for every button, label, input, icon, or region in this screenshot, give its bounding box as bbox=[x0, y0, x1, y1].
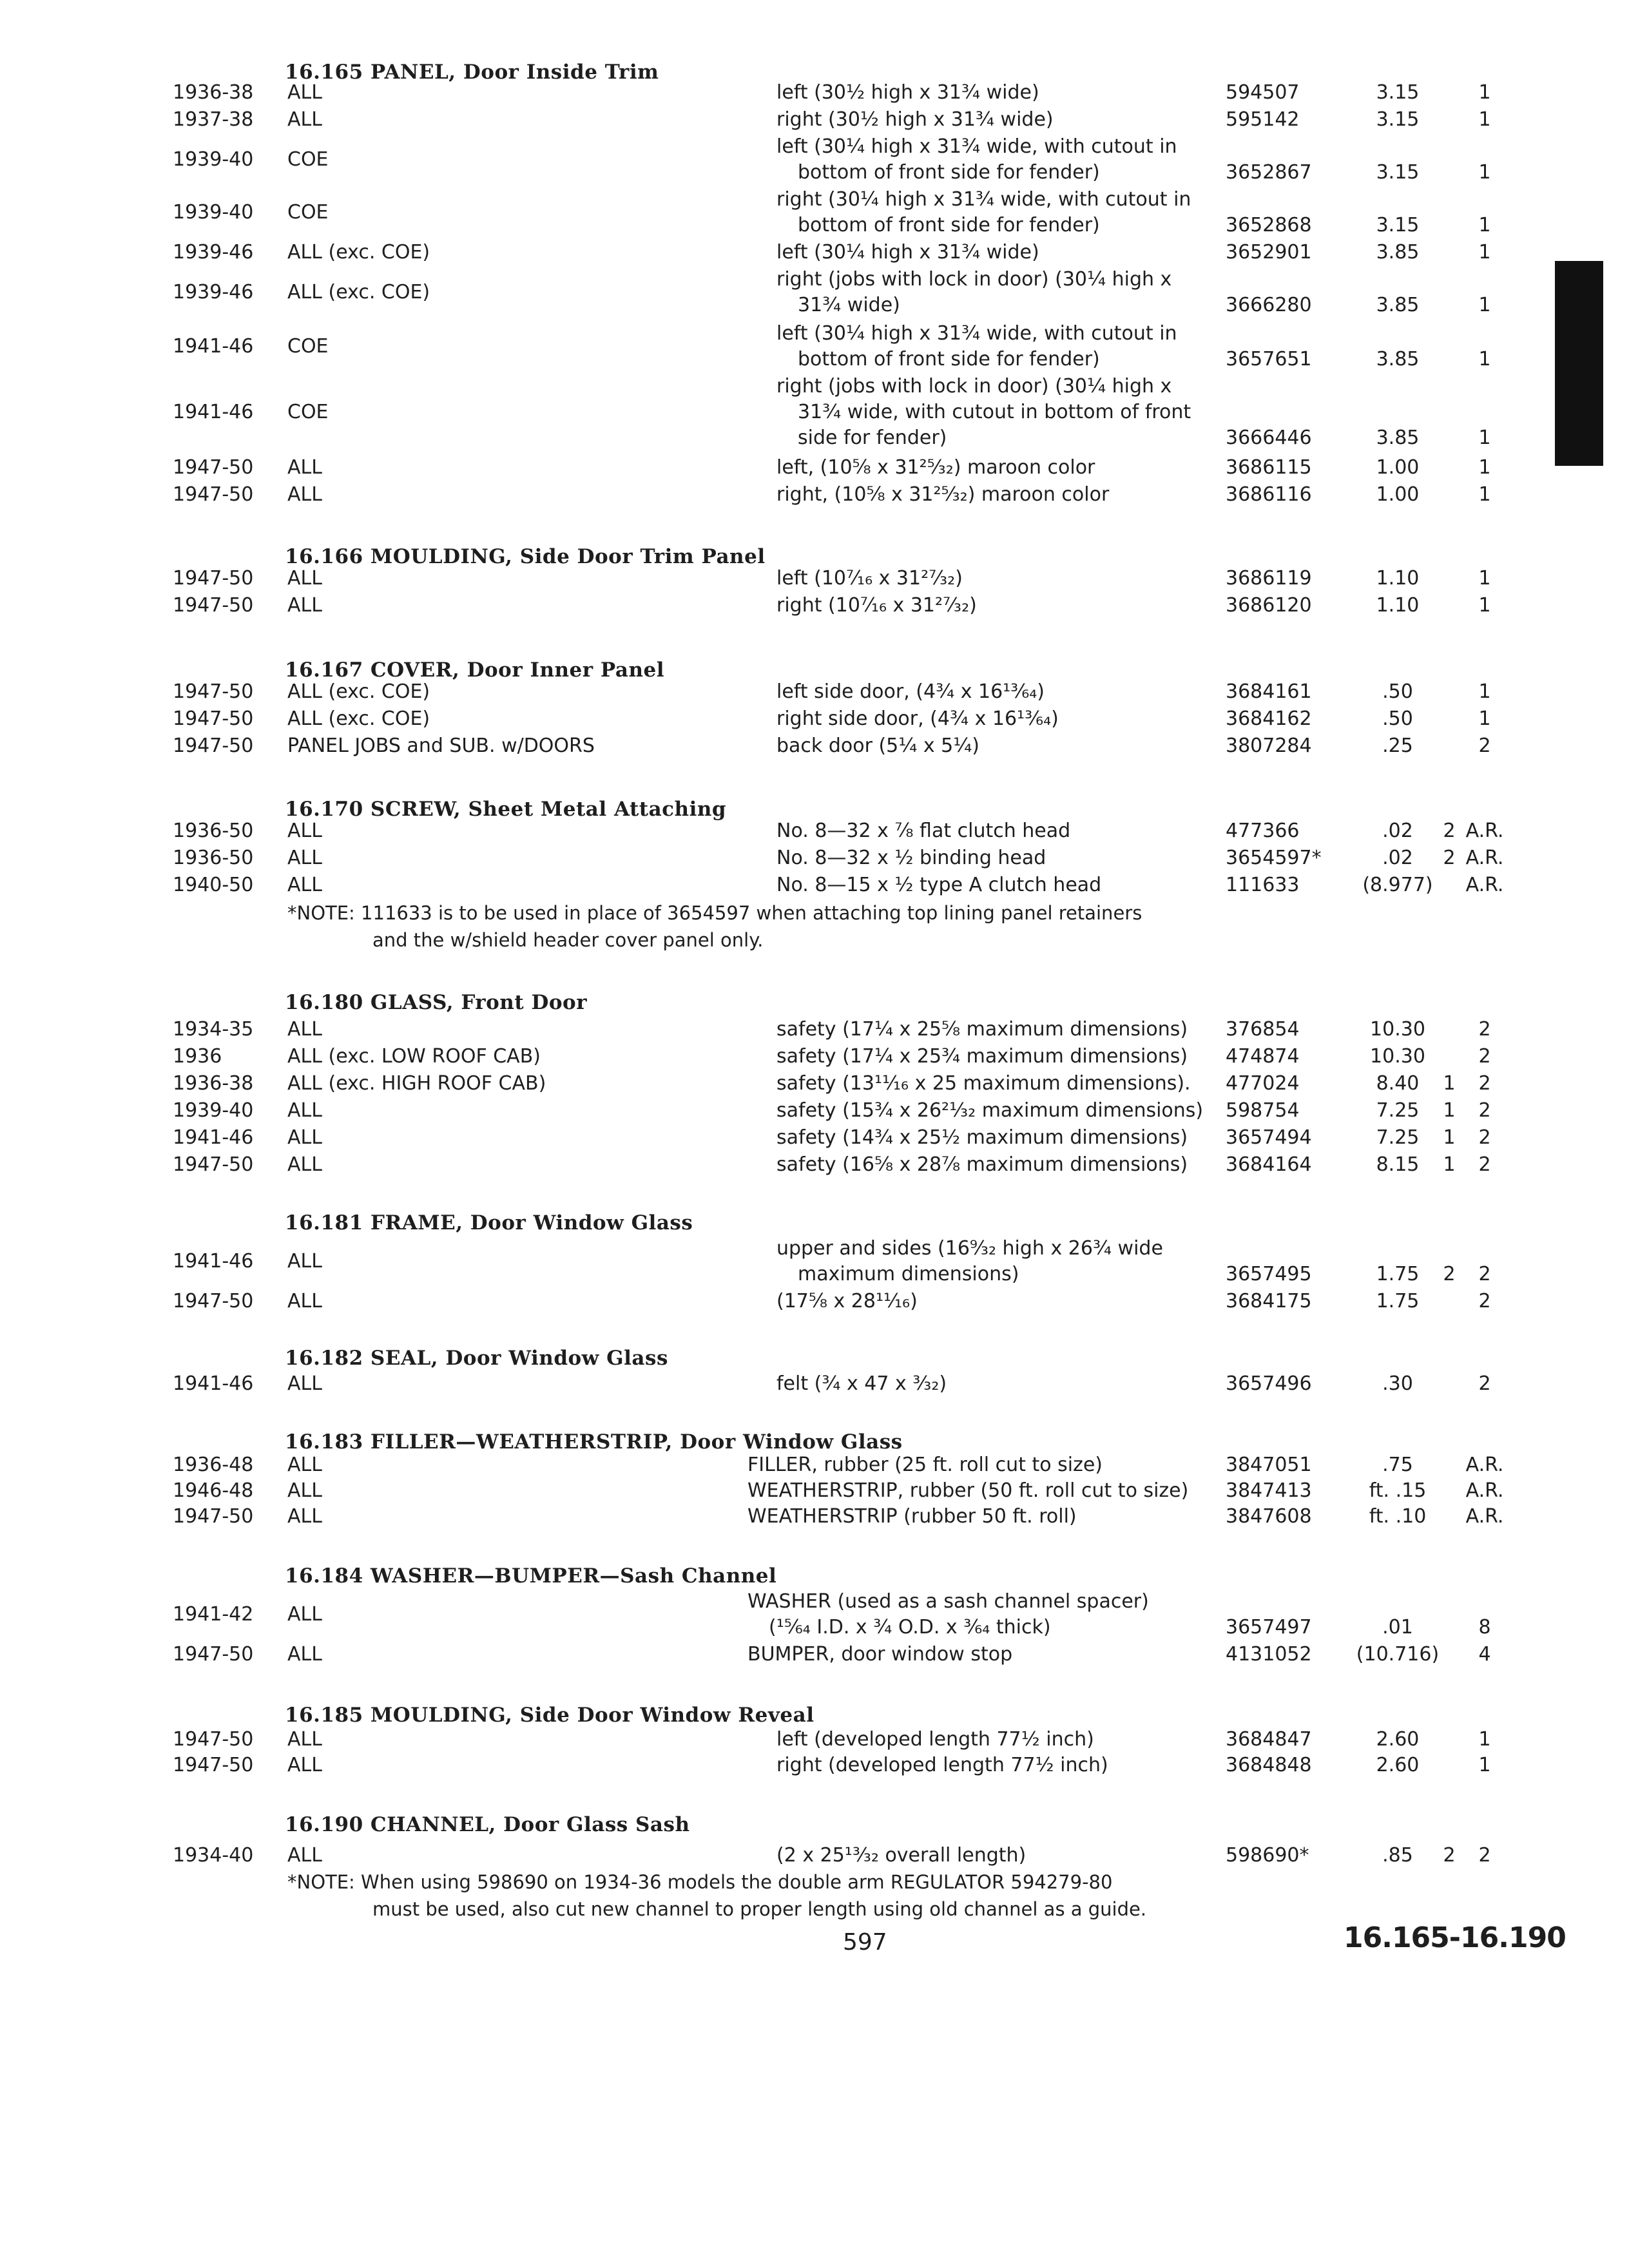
part-row bbox=[0, 267, 1629, 318]
part-number: 3686120 bbox=[1226, 594, 1312, 617]
model-applicability: ALL bbox=[287, 847, 322, 869]
qty-per-model: 2 bbox=[1443, 820, 1456, 842]
section-header-16.165: 16.165 PANEL, Door Inside Trim bbox=[285, 61, 659, 84]
model-years: 1941-46 bbox=[173, 401, 254, 423]
qty-per-model: 1 bbox=[1443, 1153, 1456, 1176]
list-price: 3.15 bbox=[1376, 214, 1420, 236]
part-number: 3847051 bbox=[1226, 1454, 1312, 1476]
part-row bbox=[0, 1478, 1629, 1504]
qty-required: 1 bbox=[1478, 161, 1491, 184]
qty-required: 8 bbox=[1478, 1616, 1491, 1639]
part-row bbox=[0, 845, 1629, 871]
qty-required: 2 bbox=[1478, 1126, 1491, 1149]
part-row bbox=[0, 80, 1629, 106]
part-description: right side door, (4¾ x 16¹³⁄₆₄) bbox=[776, 707, 1059, 730]
part-number: 3657497 bbox=[1226, 1616, 1312, 1639]
part-description: left, (10⅝ x 31²⁵⁄₃₂) maroon color bbox=[776, 456, 1095, 479]
section-header-16.183: 16.183 FILLER—WEATHERSTRIP, Door Window Glass bbox=[285, 1430, 903, 1454]
model-years: 1947-50 bbox=[173, 594, 254, 617]
part-description: left (30¼ high x 31¾ wide, with cutout in bbox=[776, 135, 1177, 158]
model-applicability: ALL bbox=[287, 1754, 322, 1776]
part-row bbox=[0, 455, 1629, 481]
model-applicability: ALL bbox=[287, 874, 322, 896]
list-price: 7.25 bbox=[1376, 1126, 1420, 1149]
list-price: 3.85 bbox=[1376, 241, 1420, 264]
part-row bbox=[0, 1071, 1629, 1097]
qty-required: 1 bbox=[1478, 241, 1491, 264]
part-description: left (10⁷⁄₁₆ x 31²⁷⁄₃₂) bbox=[776, 567, 963, 590]
part-description: WASHER (used as a sash channel spacer) bbox=[747, 1590, 1149, 1613]
model-years: 1939-46 bbox=[173, 281, 254, 303]
model-years: 1947-50 bbox=[173, 735, 254, 757]
list-price: 3.15 bbox=[1376, 81, 1420, 104]
part-description: left side door, (4¾ x 16¹³⁄₆₄) bbox=[776, 680, 1045, 703]
model-applicability: ALL (exc. COE) bbox=[287, 281, 430, 303]
part-row bbox=[0, 706, 1629, 732]
part-row bbox=[0, 1371, 1629, 1397]
section-header-16.180: 16.180 GLASS, Front Door bbox=[285, 991, 588, 1014]
part-row bbox=[0, 1017, 1629, 1043]
part-description: 31¾ wide, with cutout in bottom of front bbox=[798, 401, 1191, 423]
part-number: 3686119 bbox=[1226, 567, 1312, 590]
model-years: 1946-48 bbox=[173, 1479, 254, 1502]
section-header-16.190: 16.190 CHANNEL, Door Glass Sash bbox=[285, 1813, 690, 1836]
model-applicability: ALL (exc. COE) bbox=[287, 241, 430, 264]
part-number: 3652868 bbox=[1226, 214, 1312, 236]
model-applicability: PANEL JOBS and SUB. w/DOORS bbox=[287, 735, 595, 757]
qty-required: 2 bbox=[1478, 1263, 1491, 1285]
list-price: 8.40 bbox=[1376, 1072, 1420, 1095]
part-row bbox=[0, 374, 1629, 451]
model-applicability: ALL bbox=[287, 483, 322, 506]
part-number: 3652901 bbox=[1226, 241, 1312, 264]
part-row bbox=[0, 1125, 1629, 1151]
model-years: 1947-50 bbox=[173, 567, 254, 590]
part-row bbox=[0, 1044, 1629, 1070]
part-description: FILLER, rubber (25 ft. roll cut to size) bbox=[747, 1454, 1103, 1476]
model-applicability: ALL bbox=[287, 1454, 322, 1476]
qty-required: 1 bbox=[1478, 680, 1491, 703]
part-description: back door (5¼ x 5¼) bbox=[776, 735, 980, 757]
model-applicability: ALL bbox=[287, 1643, 322, 1666]
part-number: 3666446 bbox=[1226, 427, 1312, 449]
qty-required: 1 bbox=[1478, 81, 1491, 104]
part-description: 31¾ wide) bbox=[798, 294, 900, 316]
model-years: 1936-50 bbox=[173, 847, 254, 869]
model-applicability: ALL bbox=[287, 1250, 322, 1273]
model-applicability: ALL bbox=[287, 1099, 322, 1122]
part-row bbox=[0, 482, 1629, 508]
qty-required: 4 bbox=[1478, 1643, 1491, 1666]
section-note: and the w/shield header cover panel only. bbox=[372, 929, 764, 951]
part-description: (¹⁵⁄₆₄ I.D. x ¾ O.D. x ³⁄₆₄ thick) bbox=[769, 1616, 1051, 1639]
part-description: No. 8—32 x ½ binding head bbox=[776, 847, 1046, 869]
part-row bbox=[0, 818, 1629, 844]
part-description: upper and sides (16⁹⁄₃₂ high x 26¾ wide bbox=[776, 1237, 1163, 1260]
part-row bbox=[0, 1727, 1629, 1753]
part-description: side for fender) bbox=[798, 427, 947, 449]
part-description: right (10⁷⁄₁₆ x 31²⁷⁄₃₂) bbox=[776, 594, 977, 617]
part-description: right (developed length 77½ inch) bbox=[776, 1754, 1108, 1776]
list-price: .25 bbox=[1382, 735, 1413, 757]
part-number: 477024 bbox=[1226, 1072, 1300, 1095]
list-price: 7.25 bbox=[1376, 1099, 1420, 1122]
model-years: 1947-50 bbox=[173, 1505, 254, 1528]
qty-per-model: 1 bbox=[1443, 1126, 1456, 1149]
part-description: safety (16⅝ x 28⅞ maximum dimensions) bbox=[776, 1153, 1188, 1176]
part-description: right (jobs with lock in door) (30¼ high x bbox=[776, 375, 1172, 398]
list-price: 3.85 bbox=[1376, 348, 1420, 370]
model-years: 1939-40 bbox=[173, 148, 254, 171]
model-applicability: ALL bbox=[287, 108, 322, 131]
part-description: No. 8—32 x ⅞ flat clutch head bbox=[776, 820, 1071, 842]
model-years: 1941-46 bbox=[173, 335, 254, 358]
model-years: 1940-50 bbox=[173, 874, 254, 896]
model-years: 1939-46 bbox=[173, 241, 254, 264]
model-years: 1947-50 bbox=[173, 707, 254, 730]
part-number: 3657651 bbox=[1226, 348, 1312, 370]
model-applicability: ALL bbox=[287, 1290, 322, 1312]
list-price: .50 bbox=[1382, 707, 1413, 730]
model-applicability: ALL bbox=[287, 1126, 322, 1149]
model-years: 1936-48 bbox=[173, 1454, 254, 1476]
list-price: .02 bbox=[1382, 820, 1413, 842]
part-row bbox=[0, 1452, 1629, 1478]
part-row bbox=[0, 1098, 1629, 1124]
part-number: 477366 bbox=[1226, 820, 1300, 842]
model-applicability: ALL bbox=[287, 567, 322, 590]
part-number: 3666280 bbox=[1226, 294, 1312, 316]
model-years: 1936-38 bbox=[173, 81, 254, 104]
section-header-16.185: 16.185 MOULDING, Side Door Window Reveal bbox=[285, 1704, 815, 1727]
part-description: (17⅝ x 28¹¹⁄₁₆) bbox=[776, 1290, 918, 1312]
list-price: 10.30 bbox=[1370, 1045, 1425, 1068]
part-description: left (30½ high x 31¾ wide) bbox=[776, 81, 1039, 104]
model-years: 1941-42 bbox=[173, 1603, 254, 1626]
part-number: 598754 bbox=[1226, 1099, 1300, 1122]
list-price: (8.977) bbox=[1362, 874, 1433, 896]
part-number: 3684847 bbox=[1226, 1728, 1312, 1751]
part-row bbox=[0, 679, 1629, 705]
part-number: 3684175 bbox=[1226, 1290, 1312, 1312]
list-price: 8.15 bbox=[1376, 1153, 1420, 1176]
part-row bbox=[0, 1589, 1629, 1640]
qty-required: A.R. bbox=[1465, 1505, 1504, 1528]
model-years: 1936 bbox=[173, 1045, 222, 1068]
part-row bbox=[0, 1289, 1629, 1314]
qty-required: 1 bbox=[1478, 108, 1491, 131]
list-price: .85 bbox=[1382, 1844, 1413, 1867]
part-description: WEATHERSTRIP (rubber 50 ft. roll) bbox=[747, 1505, 1077, 1528]
model-applicability: ALL bbox=[287, 1153, 322, 1176]
model-years: 1941-46 bbox=[173, 1372, 254, 1395]
part-row bbox=[0, 1753, 1629, 1778]
list-price: ft. .15 bbox=[1369, 1479, 1427, 1502]
part-description: right (30¼ high x 31¾ wide, with cutout in bbox=[776, 188, 1191, 211]
section-header-16.170: 16.170 SCREW, Sheet Metal Attaching bbox=[285, 798, 727, 821]
part-number: 3684162 bbox=[1226, 707, 1312, 730]
qty-required: 1 bbox=[1478, 483, 1491, 506]
model-applicability: ALL bbox=[287, 1505, 322, 1528]
qty-required: 2 bbox=[1478, 1072, 1491, 1095]
list-price: 3.15 bbox=[1376, 108, 1420, 131]
list-price: 3.85 bbox=[1376, 427, 1420, 449]
model-applicability: ALL (exc. HIGH ROOF CAB) bbox=[287, 1072, 546, 1095]
part-number: 3684161 bbox=[1226, 680, 1312, 703]
model-years: 1947-50 bbox=[173, 680, 254, 703]
model-years: 1941-46 bbox=[173, 1250, 254, 1273]
part-description: safety (17¼ x 25¾ maximum dimensions) bbox=[776, 1045, 1188, 1068]
list-price: 2.60 bbox=[1376, 1754, 1420, 1776]
part-description: safety (13¹¹⁄₁₆ x 25 maximum dimensions). bbox=[776, 1072, 1191, 1095]
model-years: 1947-50 bbox=[173, 1643, 254, 1666]
qty-required: 2 bbox=[1478, 1153, 1491, 1176]
list-price: 1.00 bbox=[1376, 456, 1420, 479]
part-number: 598690* bbox=[1226, 1844, 1309, 1867]
part-description: bottom of front side for fender) bbox=[798, 214, 1100, 236]
model-years: 1934-40 bbox=[173, 1844, 254, 1867]
part-row bbox=[0, 1236, 1629, 1287]
part-row bbox=[0, 733, 1629, 759]
list-price: .50 bbox=[1382, 680, 1413, 703]
model-applicability: COE bbox=[287, 201, 329, 224]
model-years: 1947-50 bbox=[173, 1153, 254, 1176]
model-applicability: ALL bbox=[287, 594, 322, 617]
list-price: (10.716) bbox=[1356, 1643, 1440, 1666]
part-row bbox=[0, 1642, 1629, 1667]
qty-required: 1 bbox=[1478, 1728, 1491, 1751]
part-description: left (30¼ high x 31¾ wide) bbox=[776, 241, 1039, 264]
part-number: 4131052 bbox=[1226, 1643, 1312, 1666]
part-number: 595142 bbox=[1226, 108, 1300, 131]
model-applicability: ALL bbox=[287, 456, 322, 479]
part-row bbox=[0, 1843, 1629, 1869]
part-description: bottom of front side for fender) bbox=[798, 161, 1100, 184]
part-number: 3847608 bbox=[1226, 1505, 1312, 1528]
qty-required: 2 bbox=[1478, 1018, 1491, 1041]
part-row bbox=[0, 240, 1629, 265]
part-number: 3847413 bbox=[1226, 1479, 1312, 1502]
list-price: 3.85 bbox=[1376, 294, 1420, 316]
list-price: 1.10 bbox=[1376, 567, 1420, 590]
section-range: 16.165-16.190 bbox=[1344, 1921, 1566, 1954]
list-price: 1.75 bbox=[1376, 1290, 1420, 1312]
list-price: .02 bbox=[1382, 847, 1413, 869]
qty-required: 2 bbox=[1478, 1844, 1491, 1867]
model-applicability: ALL bbox=[287, 1844, 322, 1867]
model-years: 1934-35 bbox=[173, 1018, 254, 1041]
part-description: right, (10⅝ x 31²⁵⁄₃₂) maroon color bbox=[776, 483, 1110, 506]
part-description: bottom of front side for fender) bbox=[798, 348, 1100, 370]
part-description: left (30¼ high x 31¾ wide, with cutout in bbox=[776, 322, 1177, 345]
qty-required: 1 bbox=[1478, 214, 1491, 236]
model-applicability: ALL bbox=[287, 820, 322, 842]
model-years: 1947-50 bbox=[173, 1290, 254, 1312]
model-years: 1947-50 bbox=[173, 1754, 254, 1776]
list-price: 1.75 bbox=[1376, 1263, 1420, 1285]
part-number: 376854 bbox=[1226, 1018, 1300, 1041]
model-applicability: ALL bbox=[287, 1018, 322, 1041]
part-description: right (jobs with lock in door) (30¼ high x bbox=[776, 268, 1172, 291]
section-header-16.166: 16.166 MOULDING, Side Door Trim Panel bbox=[285, 545, 766, 568]
list-price: 1.00 bbox=[1376, 483, 1420, 506]
qty-required: 1 bbox=[1478, 348, 1491, 370]
part-number: 594507 bbox=[1226, 81, 1300, 104]
model-years: 1939-40 bbox=[173, 201, 254, 224]
section-header-16.167: 16.167 COVER, Door Inner Panel bbox=[285, 658, 664, 682]
part-row bbox=[0, 566, 1629, 591]
qty-required: 1 bbox=[1478, 427, 1491, 449]
section-note: *NOTE: 111633 is to be used in place of 3654597 when attaching top lining panel retainers bbox=[287, 902, 1142, 924]
part-description: BUMPER, door window stop bbox=[747, 1643, 1013, 1666]
qty-per-model: 2 bbox=[1443, 1263, 1456, 1285]
qty-per-model: 1 bbox=[1443, 1072, 1456, 1095]
qty-required: 1 bbox=[1478, 707, 1491, 730]
model-years: 1937-38 bbox=[173, 108, 254, 131]
qty-per-model: 1 bbox=[1443, 1099, 1456, 1122]
qty-required: A.R. bbox=[1465, 1479, 1504, 1502]
qty-required: A.R. bbox=[1465, 874, 1504, 896]
list-price: .01 bbox=[1382, 1616, 1413, 1639]
qty-required: 1 bbox=[1478, 1754, 1491, 1776]
part-number: 474874 bbox=[1226, 1045, 1300, 1068]
list-price: ft. .10 bbox=[1369, 1505, 1427, 1528]
qty-required: 1 bbox=[1478, 567, 1491, 590]
part-description: (2 x 25¹³⁄₃₂ overall length) bbox=[776, 1844, 1027, 1867]
list-price: 10.30 bbox=[1370, 1018, 1425, 1041]
part-number: 3657496 bbox=[1226, 1372, 1312, 1395]
part-description: safety (15¾ x 26²¹⁄₃₂ maximum dimensions) bbox=[776, 1099, 1204, 1122]
part-number: 3657494 bbox=[1226, 1126, 1312, 1149]
model-years: 1947-50 bbox=[173, 456, 254, 479]
qty-required: A.R. bbox=[1465, 1454, 1504, 1476]
qty-per-model: 2 bbox=[1443, 1844, 1456, 1867]
part-row bbox=[0, 1152, 1629, 1178]
part-row bbox=[0, 593, 1629, 619]
part-number: 3686116 bbox=[1226, 483, 1312, 506]
qty-required: A.R. bbox=[1465, 847, 1504, 869]
list-price: 3.15 bbox=[1376, 161, 1420, 184]
model-years: 1936-50 bbox=[173, 820, 254, 842]
model-years: 1936-38 bbox=[173, 1072, 254, 1095]
model-years: 1947-50 bbox=[173, 483, 254, 506]
qty-required: 1 bbox=[1478, 594, 1491, 617]
part-description: safety (14¾ x 25½ maximum dimensions) bbox=[776, 1126, 1188, 1149]
qty-required: 1 bbox=[1478, 294, 1491, 316]
model-years: 1941-46 bbox=[173, 1126, 254, 1149]
list-price: .75 bbox=[1382, 1454, 1413, 1476]
page-number: 597 bbox=[843, 1929, 887, 1956]
part-row bbox=[0, 321, 1629, 372]
model-applicability: ALL (exc. LOW ROOF CAB) bbox=[287, 1045, 541, 1068]
part-row bbox=[0, 107, 1629, 133]
section-header-16.182: 16.182 SEAL, Door Window Glass bbox=[285, 1347, 668, 1370]
model-years: 1947-50 bbox=[173, 1728, 254, 1751]
model-years: 1939-40 bbox=[173, 1099, 254, 1122]
part-description: felt (¾ x 47 x ³⁄₃₂) bbox=[776, 1372, 947, 1395]
part-description: left (developed length 77½ inch) bbox=[776, 1728, 1094, 1751]
part-number: 111633 bbox=[1226, 874, 1300, 896]
section-header-16.181: 16.181 FRAME, Door Window Glass bbox=[285, 1211, 693, 1235]
part-row bbox=[0, 134, 1629, 186]
part-number: 3654597* bbox=[1226, 847, 1322, 869]
part-description: safety (17¼ x 25⅝ maximum dimensions) bbox=[776, 1018, 1188, 1041]
part-description: right (30½ high x 31¾ wide) bbox=[776, 108, 1054, 131]
model-applicability: ALL (exc. COE) bbox=[287, 707, 430, 730]
part-row bbox=[0, 187, 1629, 238]
part-description: maximum dimensions) bbox=[798, 1263, 1019, 1285]
section-note: *NOTE: When using 598690 on 1934-36 models the double arm REGULATOR 594279-80 bbox=[287, 1871, 1113, 1893]
model-applicability: COE bbox=[287, 148, 329, 171]
part-number: 3807284 bbox=[1226, 735, 1312, 757]
part-row bbox=[0, 1504, 1629, 1530]
qty-required: 2 bbox=[1478, 1372, 1491, 1395]
model-applicability: ALL bbox=[287, 1728, 322, 1751]
model-applicability: COE bbox=[287, 401, 329, 423]
qty-required: 2 bbox=[1478, 735, 1491, 757]
part-description: WEATHERSTRIP, rubber (50 ft. roll cut to size) bbox=[747, 1479, 1189, 1502]
part-number: 3652867 bbox=[1226, 161, 1312, 184]
model-applicability: ALL (exc. COE) bbox=[287, 680, 430, 703]
part-number: 3684848 bbox=[1226, 1754, 1312, 1776]
qty-per-model: 2 bbox=[1443, 847, 1456, 869]
model-applicability: ALL bbox=[287, 1372, 322, 1395]
model-applicability: ALL bbox=[287, 81, 322, 104]
section-header-16.184: 16.184 WASHER—BUMPER—Sash Channel bbox=[285, 1564, 777, 1588]
part-number: 3684164 bbox=[1226, 1153, 1312, 1176]
model-applicability: COE bbox=[287, 335, 329, 358]
model-applicability: ALL bbox=[287, 1603, 322, 1626]
qty-required: 2 bbox=[1478, 1099, 1491, 1122]
qty-required: 2 bbox=[1478, 1290, 1491, 1312]
qty-required: A.R. bbox=[1465, 820, 1504, 842]
part-number: 3657495 bbox=[1226, 1263, 1312, 1285]
qty-required: 2 bbox=[1478, 1045, 1491, 1068]
model-applicability: ALL bbox=[287, 1479, 322, 1502]
part-description: No. 8—15 x ½ type A clutch head bbox=[776, 874, 1102, 896]
qty-required: 1 bbox=[1478, 456, 1491, 479]
section-note: must be used, also cut new channel to proper length using old channel as a guide. bbox=[372, 1898, 1147, 1920]
list-price: 2.60 bbox=[1376, 1728, 1420, 1751]
list-price: 1.10 bbox=[1376, 594, 1420, 617]
part-row bbox=[0, 872, 1629, 898]
list-price: .30 bbox=[1382, 1372, 1413, 1395]
part-number: 3686115 bbox=[1226, 456, 1312, 479]
